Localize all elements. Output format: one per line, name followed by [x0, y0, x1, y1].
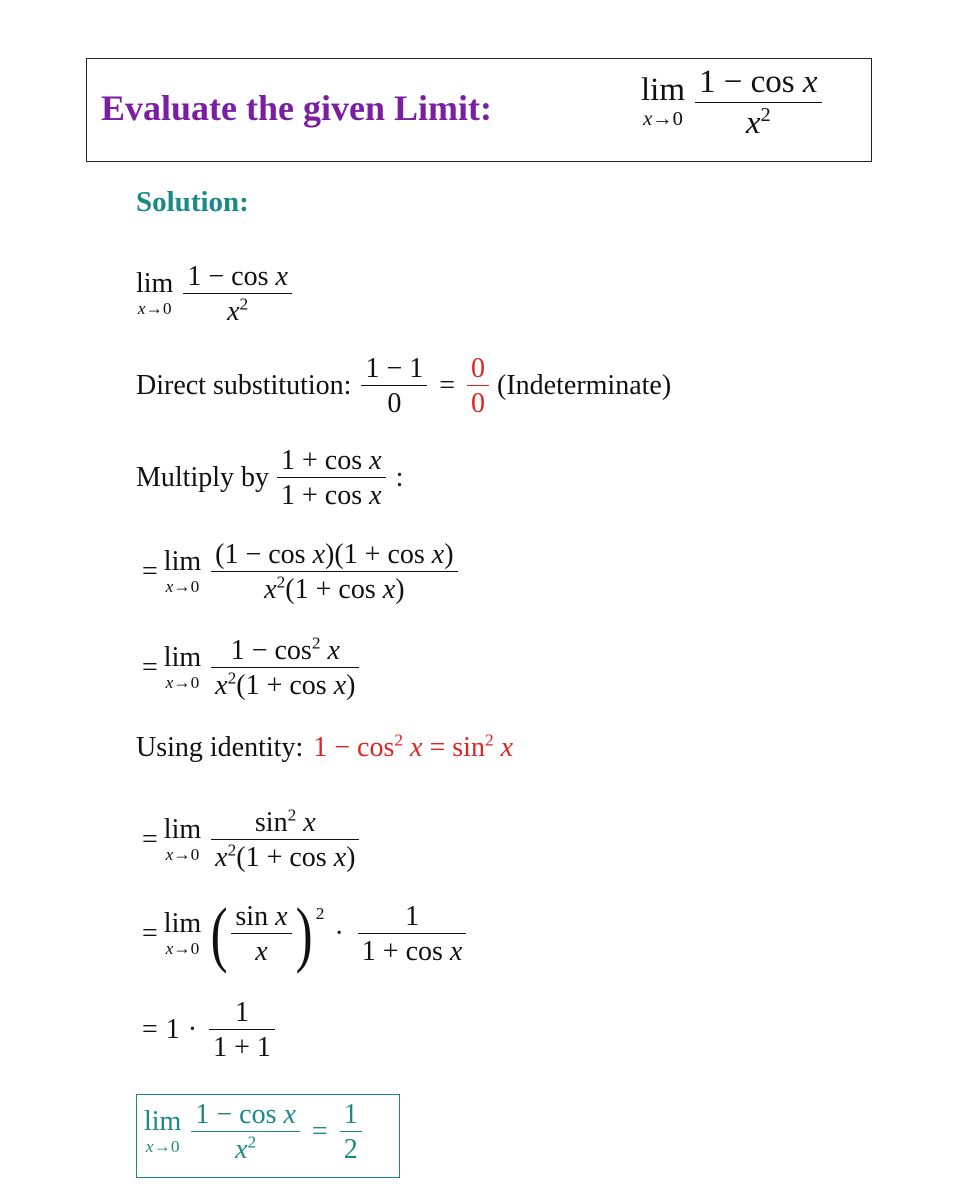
step-direct-substitution: Direct substitution: $\frac{1 - 1}{0}$ = $\frac{0}{0}$ (Indeterminate)	[136, 353, 672, 420]
problem-expression	[641, 65, 826, 140]
problem-box	[86, 58, 872, 162]
step-restate: lim x→0 $\frac{\text{1 − cos x}}{x^2}$	[136, 262, 296, 327]
step-expanded: = lim x→0 $\frac{\text{(1 − cos x)(1 + cos x)}}{x^2(1 + \cos x)}$	[142, 540, 462, 605]
step-sin-squared: = lim x→0 $\frac{\sin^2 x}{x^2(1 + \cos x)}$	[142, 808, 363, 873]
page-title: Evaluate the given Limit:	[101, 88, 492, 128]
step-multiply-conjugate: Multiply by $\frac{\text{1 + cos x}}{\text{1 + cos x}}$ :	[136, 445, 404, 512]
step-difference-squares: = lim x→0 $\frac{1 - \cos^2 x}{x^2(1 + \cos x)}$	[142, 636, 363, 701]
step-split-limit: = lim x→0 ( $\frac{\text{sin x}}{x}$ ) 2 · $\frac{1}{\text{1 + cos x}}$	[142, 902, 470, 967]
limit-operator: lim x→0	[641, 72, 686, 131]
solution-heading: Solution:	[136, 186, 249, 218]
indeterminate-fraction: $\frac{0}{0}$	[467, 354, 489, 419]
trig-identity: $1 - \cos^2 x = \sin^2 x$	[313, 730, 514, 763]
problem-fraction: $\frac{\text{1 − cos x}}{x^2}$	[695, 65, 822, 140]
result-fraction: $\frac{1}{2}$	[340, 1100, 362, 1165]
final-answer: lim x→0 $\frac{\text{1 − cos x}}{x^2}$ = $\frac{1}{2}$	[144, 1100, 366, 1165]
step-identity: Using identity: $1 - \cos^2 x = \sin^2 x$	[136, 730, 514, 763]
step-evaluate: = 1 · $\frac{1}{1 + 1}$	[142, 998, 279, 1063]
